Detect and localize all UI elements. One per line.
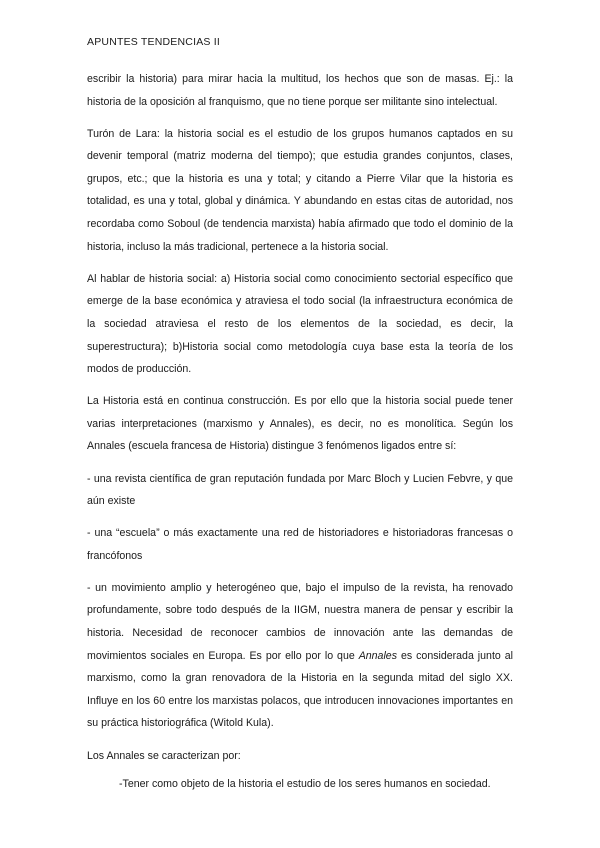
paragraph-1: escribir la historia) para mirar hacia la multitud, los hechos que son de masas. Ej.: la historia de la oposición al franquismo, que no tiene porque ser militante sino intelectual. [87,73,513,108]
paragraph-annales-caracterizan: Los Annales se caracterizan por: [87,749,241,762]
paragraph-historia-social: Al hablar de historia social: a) Historia social como conocimiento sectorial específico que emerge de la base económica y atraviesa el todo social (la infraestructura económica de la sociedad atraviesa el resto de los elementos de la sociedad, es decir, la superestructura); b)Historia social como metodología cuya base esta la teoría de los modos de producción. [87,272,513,376]
list-item-escuela: - una “escuela” o más exactamente una red de historiadores e historiadoras francesas o francófonos [87,527,513,562]
page-header: APUNTES TENDENCIAS II [87,36,220,48]
movimiento-text-start: - un movimiento amplio y heterogéneo que, bajo el impulso de la revista, ha renovado profundamente, sobre todo después de la IIGM, nuestra manera de pensar y escribir la historia. Necesidad de reconocer cambios de innovación ante las demandas de movimientos sociales en Europa. Es por ello por lo que [87,581,513,662]
annales-italic: Annales [358,649,397,662]
movimiento-text-end: es considerada junto al marxismo, como la gran renovadora de la Historia en la segunda mitad del siglo XX. Influye en los 60 entre los marxistas polacos, que introducen innovaciones importantes en su práctica historiográfica (Witold Kula). [87,649,513,730]
list-item-revista: - una revista científica de gran reputación fundada por Marc Bloch y Lucien Febvre, y que aún existe [87,472,513,508]
list-item-objeto-historia: -Tener como objeto de la historia el estudio de los seres humanos en sociedad. [119,778,491,791]
list-item-movimiento [87,577,513,735]
paragraph-continua-construccion: La Historia está en continua construcción. Es por ello que la historia social puede tener varias interpretaciones (marxismo y Annales), es decir, no es monolítica. Según los Annales (escuela francesa de Historia) distingue 3 fenómenos ligados entre sí: [87,395,513,453]
document-body [87,68,513,805]
paragraph-turon-de-lara: Turón de Lara: la historia social es el estudio de los grupos humanos captados en su devenir temporal (matriz moderna del tiempo); que estudia grandes conjuntos, clases, grupos, etc.; que la historia es una y total; y citando a Pierre Vilar que la historia es totalidad, es una y total, global y dinámica. Y abundando en estas citas de autoridad, nos recordaba como Soboul (de tendencia marxista) había afirmado que todo el dominio de la historia, incluso la más tradicional, pertenece a la historia social. [87,127,513,253]
